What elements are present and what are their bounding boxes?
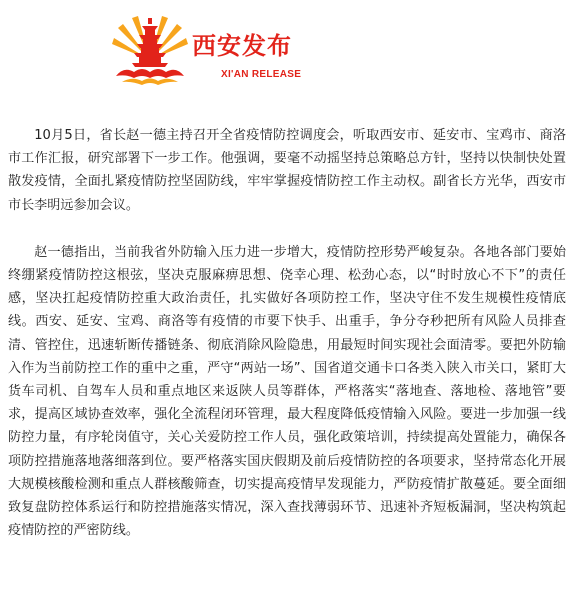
article-body xyxy=(8,124,566,542)
article-paragraph-1: 10月5日，省长赵一德主持召开全省疫情防控调度会，听取西安市、延安市、宝鸡市、商洛市工作汇报，研究部署下一步工作。他强调，要毫不动摇坚持总策略总方针，坚持以快制快处置散发疫情，全面扎紧疫情防控坚固防线，牢牢掌握疫情防控工作主动权。副省长方光华，西安市市长李明远参加会议。 xyxy=(8,128,566,213)
logo-subtitle: XI'AN RELEASE xyxy=(221,69,302,80)
cloud-base xyxy=(116,69,184,85)
logo-title: 西安发布 xyxy=(192,31,292,60)
pagoda-sunburst-icon xyxy=(108,14,192,94)
article-paragraph-2: 赵一德指出，当前我省外防输入压力进一步增大，疫情防控形势严峻复杂。各地各部门要始终绷紧疫情防控这根弦，坚决克服麻痹思想、侥幸心理、松劲心态，以“时时放心不下”的责任感，坚决扛起疫情防控重大政治责任，扎实做好各项防控工作，坚决守住不发生规模性疫情底线。西安、延安、宝鸡、商洛等有疫情的市要下快手、出重手，争分夺秒把所有风险人员排查清、管控住，迅速斩断传播链条、彻底消除风险隐患，用最短时间实现社会面清零。要把外防输入作为当前防控工作的重中之重，严守“两站一场”、国省道交通卡口各类入陕入市关口，紧盯大货车司机、自驾车人员和重点地区来返陕人员等群体，严格落实“落地查、落地检、落地管”要求，提高区域协查效率，强化全流程闭环管理，最大程度降低疫情输入风险。要进一步加强一线防控力量，有序轮岗值守，关心关爱防控工作人员，强化政策培训，持续提高处置能力，确保各项防控措施落地落细落到位。要严格落实国庆假期及前后疫情防控的各项要求，坚持常态化开展大规模核酸检测和重点人群核酸筛查，切实提高疫情早发现能力，严防疫情扩散蔓延。要全面细致复盘防控体系运行和防控措施落实情况，深入查找薄弱环节、迅速补齐短板漏洞，坚决构筑起疫情防控的严密防线。 xyxy=(8,244,566,539)
xian-release-logo xyxy=(108,14,308,94)
